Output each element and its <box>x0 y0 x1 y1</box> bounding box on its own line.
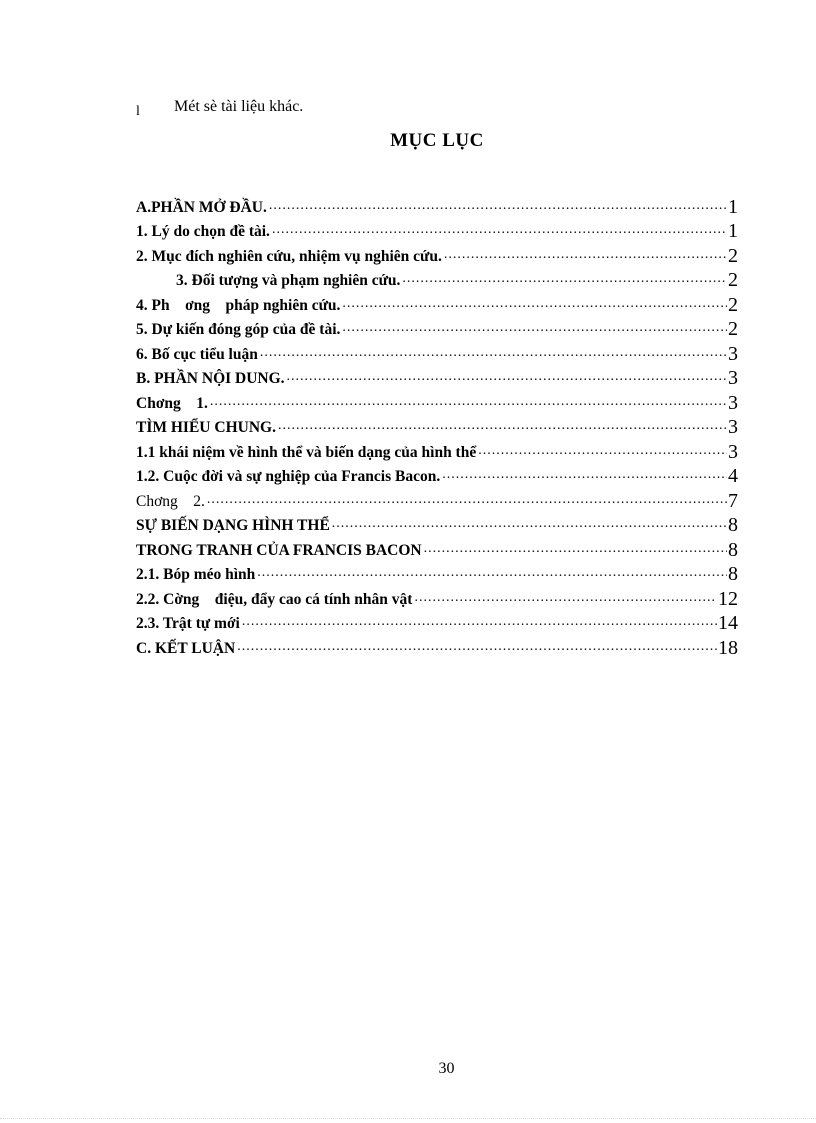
toc-entry-label: B. PHẦN NỘI DUNG. <box>136 370 285 387</box>
toc-entry[interactable] <box>136 633 738 658</box>
toc-entry-label: Chơng 2. <box>136 492 205 510</box>
toc-entry-label: Chơng 1. <box>136 394 208 412</box>
toc-entry-label: 2.2. Cờng điệu, đẩy cao cá tính nhân vật <box>136 590 413 608</box>
page-title: MỤC LỤC <box>390 130 484 151</box>
toc-entry[interactable] <box>136 560 738 585</box>
toc-leader-dots <box>260 345 727 361</box>
toc-entry-page: 3 <box>728 367 738 389</box>
header-note-text: Mét sè tài liệu khác. <box>174 98 304 115</box>
toc-leader-dots <box>287 369 727 385</box>
toc-entry-label: 2. Mục đích nghiên cứu, nhiệm vụ nghiên cứu. <box>136 247 442 265</box>
table-of-contents <box>136 192 738 658</box>
toc-leader-dots <box>207 492 727 508</box>
toc-leader-dots <box>242 614 717 630</box>
toc-entry[interactable] <box>136 266 738 291</box>
toc-entry-page: 2 <box>728 269 738 291</box>
toc-entry[interactable] <box>136 192 738 217</box>
toc-leader-dots <box>478 443 727 459</box>
header-note <box>136 98 304 119</box>
toc-entry-page: 18 <box>718 636 738 659</box>
toc-leader-dots <box>342 296 727 312</box>
toc-entry-label: 1.1 khái niệm về hình thể và biến dạng của hình thể <box>136 443 477 461</box>
toc-leader-dots <box>444 247 727 263</box>
toc-entry-label: 6. Bố cục tiểu luận <box>136 345 258 363</box>
toc-leader-dots <box>402 271 727 287</box>
toc-leader-dots <box>272 222 727 238</box>
toc-leader-dots <box>342 320 727 336</box>
toc-entry-page: 4 <box>728 465 738 487</box>
toc-leader-dots <box>424 541 727 557</box>
toc-entry-page: 3 <box>728 416 738 438</box>
page-number: 30 <box>438 1060 455 1077</box>
toc-leader-dots <box>269 198 727 214</box>
toc-entry[interactable] <box>136 217 738 242</box>
toc-entry-page: 1 <box>728 195 738 218</box>
toc-entry[interactable] <box>136 486 738 511</box>
toc-entry[interactable] <box>136 315 738 340</box>
toc-entry[interactable] <box>136 290 738 315</box>
toc-entry[interactable] <box>136 584 738 609</box>
toc-entry-page: 8 <box>728 514 738 536</box>
toc-entry-label: TÌM HIỂU CHUNG. <box>136 419 276 436</box>
toc-entry-page: 14 <box>718 612 738 634</box>
toc-entry-label: 3. Đối tượng và phạm nghiên cứu. <box>176 272 401 289</box>
toc-entry[interactable] <box>136 511 738 536</box>
toc-entry-page: 2 <box>728 318 738 340</box>
toc-entry-label: C. KẾT LUẬN <box>136 639 236 657</box>
toc-entry-page: 2 <box>728 293 738 316</box>
toc-entry-label: 4. Ph ơng pháp nghiên cứu. <box>136 296 341 314</box>
toc-entry[interactable] <box>136 339 738 364</box>
header-note-bullet: l <box>136 104 140 119</box>
toc-entry-page: 1 <box>728 220 738 242</box>
toc-entry[interactable] <box>136 609 738 634</box>
toc-entry-page: 12 <box>718 587 738 610</box>
toc-entry[interactable] <box>136 388 738 413</box>
toc-entry-label: 2.1. Bóp méo hình <box>136 566 256 583</box>
toc-entry-label: 2.3. Trật tự mới <box>136 615 240 632</box>
toc-entry[interactable] <box>136 241 738 266</box>
toc-leader-dots <box>278 418 727 434</box>
toc-entry-label: TRONG TRANH CỦA FRANCIS BACON <box>136 541 422 559</box>
toc-entry-page: 2 <box>728 244 738 267</box>
toc-leader-dots <box>442 467 727 483</box>
toc-entry[interactable] <box>136 535 738 560</box>
toc-entry-page: 7 <box>728 489 738 512</box>
toc-entry-label: 5. Dự kiến đóng góp của đề tài. <box>136 321 341 338</box>
toc-entry-label: SỰ BIẾN DẠNG HÌNH THỂ <box>136 517 330 534</box>
toc-entry-label: 1.2. Cuộc đời và sự nghiệp của Francis Bacon. <box>136 468 441 485</box>
toc-entry-page: 3 <box>728 391 738 414</box>
toc-entry-page: 8 <box>728 563 738 585</box>
toc-leader-dots <box>414 590 717 606</box>
toc-entry[interactable] <box>136 364 738 389</box>
toc-leader-dots <box>332 516 727 532</box>
toc-entry-page: 3 <box>728 342 738 365</box>
toc-entry-page: 8 <box>728 538 738 561</box>
toc-leader-dots <box>257 565 727 581</box>
toc-entry[interactable] <box>136 462 738 487</box>
toc-entry[interactable] <box>136 413 738 438</box>
toc-entry[interactable] <box>136 437 738 462</box>
toc-entry-page: 3 <box>728 440 738 463</box>
toc-leader-dots <box>237 639 717 655</box>
footer-divider <box>0 1118 816 1119</box>
toc-leader-dots <box>210 394 727 410</box>
toc-entry-label: 1. Lý do chọn đề tài. <box>136 223 270 240</box>
toc-entry-label: A.PHẦN MỞ ĐẦU. <box>136 198 267 216</box>
